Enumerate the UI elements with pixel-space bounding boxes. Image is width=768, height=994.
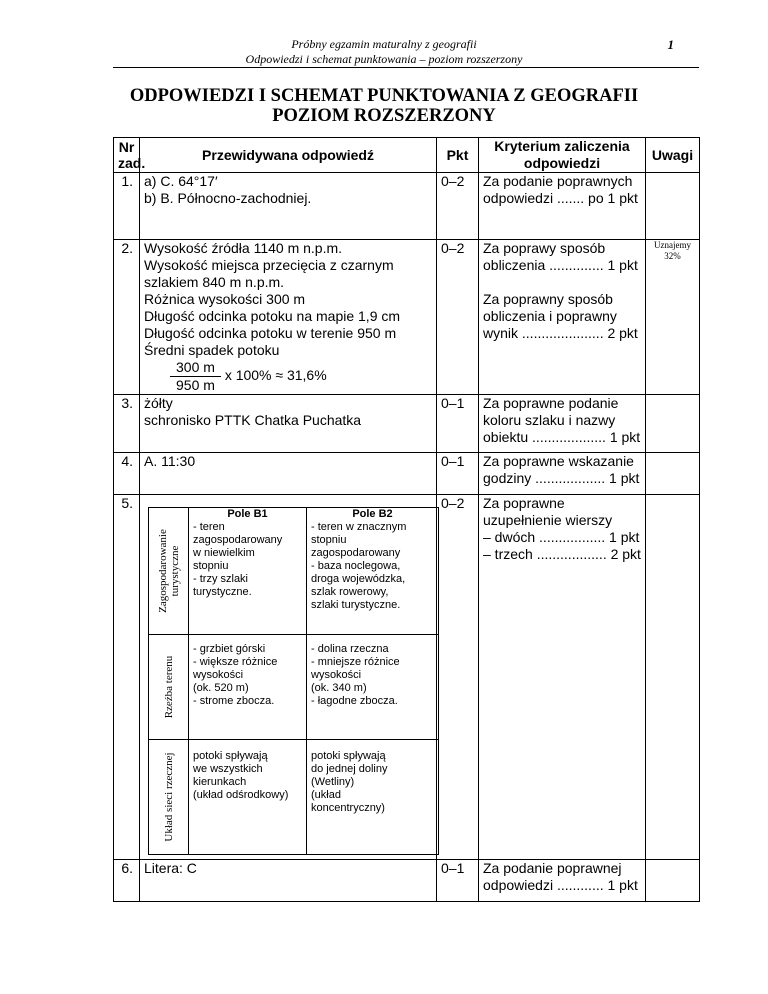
task-number: 2. xyxy=(114,240,140,395)
document-title-line-1: ODPOWIEDZI I SCHEMAT PUNKTOWANIA Z GEOGRAFII xyxy=(129,86,639,106)
criteria-line: Za poprawne xyxy=(483,495,565,511)
header-points: Pkt xyxy=(437,138,479,173)
row-label-text: Układ sieci rzecznej xyxy=(162,752,175,842)
task-number: 6. xyxy=(114,860,140,902)
criteria-line: Za poprawne podanie xyxy=(483,395,619,411)
criteria-line: obiektu ................... 1 pkt xyxy=(483,429,641,445)
criteria-cell xyxy=(479,495,646,860)
header-nr xyxy=(114,138,146,173)
points-cell: 0–1 xyxy=(437,453,479,495)
answer-cell xyxy=(140,395,437,453)
row-label-text: Rzeźba terenu xyxy=(162,655,175,719)
table-header-row xyxy=(114,138,700,173)
criteria-line: godziny .................. 1 pkt xyxy=(483,470,640,486)
cell-b1-river-network: potoki spływają we wszystkich kierunkach (układ odśrodkowy) xyxy=(189,740,307,855)
header-line-1: Próbny egzamin maturalny z geografii xyxy=(291,37,477,51)
criteria-line: – trzech .................. 2 pkt xyxy=(483,546,641,562)
header-criteria-line-2: odpowiedzi xyxy=(523,155,601,171)
header-answer: Przewidywana odpowiedź xyxy=(140,138,437,173)
answer-line: Długość odcinka potoku w terenie 950 m xyxy=(144,325,397,341)
notes-cell xyxy=(646,173,700,240)
page-number: 1 xyxy=(667,37,674,52)
table-row xyxy=(114,860,700,902)
task-number: 4. xyxy=(114,453,140,495)
answer-line: szlakiem 840 m n.p.m. xyxy=(144,274,285,290)
note-line: 32% xyxy=(664,251,681,261)
criteria-line: Za podanie poprawnej xyxy=(483,860,622,876)
row-label-relief xyxy=(149,635,189,740)
header-line-2: Odpowiedzi i schemat punktowania – poziom rozszerzony xyxy=(245,52,523,66)
criteria-cell xyxy=(479,240,646,395)
answer-line: Litera: C xyxy=(144,860,197,876)
col-header-b2: Pole B2 xyxy=(307,508,439,522)
table-row xyxy=(114,173,700,240)
cell-b1-relief: - grzbiet górski - większe różnice wysokości (ok. 520 m) - strome zbocza. xyxy=(189,635,307,740)
criteria-line: obliczenia i poprawny xyxy=(483,308,617,324)
criteria-cell xyxy=(479,453,646,495)
document-title-line-2: POZIOM ROZSZERZONY xyxy=(272,106,496,126)
criteria-cell xyxy=(479,395,646,453)
comparison-row xyxy=(149,635,439,740)
points-cell: 0–2 xyxy=(437,495,479,860)
cell-b2-relief: - dolina rzeczna - mniejsze różnice wysokości (ok. 340 m) - łagodne zbocza. xyxy=(307,635,439,740)
header-divider xyxy=(113,67,699,68)
points-cell: 0–1 xyxy=(437,395,479,453)
criteria-line: Za poprawne wskazanie xyxy=(483,453,634,469)
answer-line: Wysokość miejsca przecięcia z czarnym xyxy=(144,257,394,273)
criteria-line: obliczenia .............. 1 pkt xyxy=(483,257,638,273)
cell-b2-tourism: - teren w znacznym stopniu zagospodarowany - baza noclegowa, droga wojewódzka, szlak rowerowy, szlaki turystyczne. xyxy=(307,521,439,635)
comparison-header-row xyxy=(149,508,439,522)
table-row xyxy=(114,453,700,495)
criteria-cell xyxy=(479,860,646,902)
fraction-denominator: 950 m xyxy=(176,377,215,393)
comparison-row xyxy=(149,521,439,635)
answer-key-table xyxy=(113,137,700,902)
answer-cell xyxy=(140,240,437,395)
answer-line: a) C. 64°17′ xyxy=(144,173,218,189)
answer-line: Różnica wysokości 300 m xyxy=(144,291,306,307)
points-cell: 0–2 xyxy=(437,173,479,240)
slope-formula xyxy=(144,359,432,394)
answer-line: b) B. Północno-zachodniej. xyxy=(144,190,312,206)
row-label-text: Zagospodarowanie turystyczne xyxy=(156,529,181,613)
col-header-b1: Pole B1 xyxy=(189,508,307,522)
criteria-line: wynik ..................... 2 pkt xyxy=(483,325,638,341)
cell-b2-river-network: potoki spływają do jednej doliny (Wetliny) (układ koncentryczny) xyxy=(307,740,439,855)
notes-cell xyxy=(646,860,700,902)
table-row xyxy=(114,495,700,860)
task-number: 1. xyxy=(114,173,140,240)
answer-line: A. 11:30 xyxy=(144,453,196,469)
fraction-result: x 100% ≈ 31,6% xyxy=(224,367,327,384)
points-cell: 0–2 xyxy=(437,240,479,395)
note-line: Uznajemy xyxy=(654,240,691,250)
answer-line: żółty xyxy=(144,395,173,411)
answer-line: Wysokość źródła 1140 m n.p.m. xyxy=(144,240,343,256)
criteria-line: – dwóch ................. 1 pkt xyxy=(483,529,640,545)
task-number: 3. xyxy=(114,395,140,453)
table-row xyxy=(114,240,700,395)
header-nr-line-2: zad. xyxy=(118,155,146,171)
criteria-line: odpowiedzi ....... po 1 pkt xyxy=(483,190,638,206)
fraction-numerator: 300 m xyxy=(170,359,221,377)
notes-cell xyxy=(646,495,700,860)
criteria-cell xyxy=(479,173,646,240)
row-label-river-network xyxy=(149,740,189,855)
criteria-line: odpowiedzi ............ 1 pkt xyxy=(483,877,638,893)
criteria-line: Za poprawny sposób xyxy=(483,291,613,307)
header-nr-line-1: Nr xyxy=(118,139,135,155)
notes-cell xyxy=(646,453,700,495)
header-criteria-line-1: Kryterium zaliczenia xyxy=(494,138,630,154)
criteria-line: Za podanie poprawnych xyxy=(483,173,633,189)
notes-cell xyxy=(646,395,700,453)
row-label-tourism xyxy=(149,508,189,635)
criteria-line: uzupełnienie wierszy xyxy=(483,512,613,528)
answer-cell xyxy=(140,495,437,860)
answer-cell xyxy=(140,173,437,240)
comparison-row xyxy=(149,740,439,855)
points-cell: 0–1 xyxy=(437,860,479,902)
header-notes: Uwagi xyxy=(646,138,700,173)
answer-line: Długość odcinka potoku na mapie 1,9 cm xyxy=(144,308,401,324)
answer-line: schronisko PTTK Chatka Puchatka xyxy=(144,412,362,428)
table-row xyxy=(114,395,700,453)
cell-b1-tourism: - teren zagospodarowany w niewielkim stopniu - trzy szlaki turystyczne. xyxy=(189,521,307,635)
comparison-table xyxy=(148,507,439,855)
notes-cell xyxy=(646,240,700,395)
answer-cell xyxy=(140,453,437,495)
criteria-line: Za poprawy sposób xyxy=(483,240,606,256)
criteria-line: koloru szlaku i nazwy xyxy=(483,412,616,428)
header-criteria xyxy=(479,138,646,173)
answer-line: Średni spadek potoku xyxy=(144,342,280,358)
task-number: 5. xyxy=(114,495,140,860)
slope-fraction xyxy=(170,359,221,394)
answer-cell xyxy=(140,860,437,902)
